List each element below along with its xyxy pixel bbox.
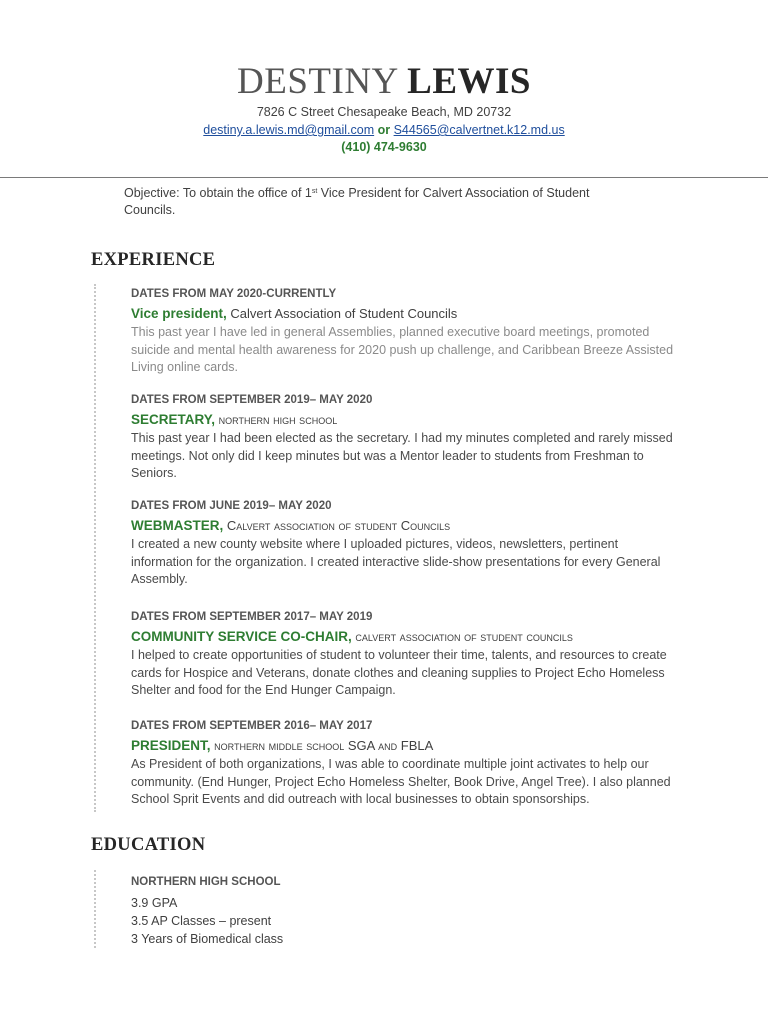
entry-description: I created a new county website where I uploaded pictures, videos, newsletters, pertinent information for the organization. I created interactive slide-show presentations for every General Assembly. [131, 537, 661, 586]
entry-description: This past year I had been elected as the secretary. I had my minutes completed and rarely missed meetings. Not only did I keep minutes but was a Mentor leader to students from Freshman to Seniors. [131, 431, 673, 480]
entry-title: Vice president, [131, 306, 227, 321]
education-heading: EDUCATION [91, 835, 206, 855]
education-item: 3.5 AP Classes – present [131, 914, 272, 928]
entry-role [131, 628, 681, 646]
school-name: NORTHERN HIGH SCHOOL [131, 876, 281, 888]
experience-entry [131, 287, 681, 377]
entry-role [131, 411, 681, 429]
education-entry [131, 876, 431, 948]
experience-heading: EXPERIENCE [91, 250, 216, 270]
objective-text-end: Vice President for Calvert Association of Student Councils. [124, 186, 590, 217]
experience-entry [131, 499, 681, 589]
entry-dates: DATES FROM SEPTEMBER 2017– MAY 2019 [131, 611, 373, 623]
entry-dates: DATES FROM MAY 2020-CURRENTLY [131, 288, 337, 300]
objective [124, 183, 614, 219]
header-divider [0, 177, 768, 178]
entry-title: WEBMASTER, [131, 518, 224, 533]
entry-description: This past year I have led in general Assemblies, planned executive board meetings, promoted suicide and mental health awareness for 2020 push up challenge, and Caribbean Breeze Assisted Living online cards. [131, 325, 674, 374]
experience-entry [131, 719, 681, 809]
candidate-name [0, 60, 768, 104]
entry-org: northern middle school SGA and FBLA [210, 738, 434, 753]
first-name: DESTINY [237, 61, 398, 102]
entry-description: I helped to create opportunities of student to volunteer their time, talents, and resources to create cards for Hospice and Veterans, donate clothes and cleaning supplies to Project Echo Homeless Shelter and food for the End Hunger Campaign. [131, 648, 667, 697]
entry-title: SECRETARY, [131, 412, 216, 427]
entry-dates: DATES FROM SEPTEMBER 2016– MAY 2017 [131, 720, 373, 732]
email-link-personal[interactable]: destiny.a.lewis.md@gmail.com [203, 123, 375, 137]
experience-entry [131, 610, 681, 700]
entry-title: COMMUNITY SERVICE CO-CHAIR, [131, 629, 352, 644]
experience-divider [94, 284, 96, 812]
education-item: 3 Years of Biomedical class [131, 932, 284, 946]
phone-number: (410) 474-9630 [341, 140, 427, 154]
email-link-school[interactable]: S44565@calvertnet.k12.md.us [393, 123, 565, 137]
education-divider [94, 870, 96, 948]
entry-dates: DATES FROM JUNE 2019– MAY 2020 [131, 500, 332, 512]
entry-org: Calvert Association of Student Councils [226, 306, 458, 321]
entry-dates: DATES FROM SEPTEMBER 2019– MAY 2020 [131, 394, 373, 406]
entry-role [131, 737, 681, 755]
education-item: 3.9 GPA [131, 896, 178, 910]
entry-role [131, 517, 681, 535]
entry-role [131, 305, 681, 323]
objective-ordinal: st [311, 188, 318, 195]
last-name: LEWIS [407, 61, 531, 102]
street-address: 7826 C Street Chesapeake Beach, MD 20732 [256, 105, 512, 119]
objective-text-start: Objective: To obtain the office of 1 [124, 186, 312, 200]
entry-title: PRESIDENT, [131, 738, 211, 753]
entry-org: Calvert association of student Councils [223, 518, 451, 533]
experience-entry [131, 393, 681, 483]
entry-description: As President of both organizations, I was able to coordinate multiple joint activates to help our community. (End Hunger, Project Echo Homeless Shelter, Book Drive, Angel Tree). I also planned School Sprit Events and did outreach with local businesses to obtain sponsorships. [131, 757, 671, 806]
entry-org: calvert association of student councils [351, 629, 573, 644]
entry-org: northern high school [215, 412, 338, 427]
email-line [0, 122, 768, 138]
email-separator: or [377, 123, 391, 137]
